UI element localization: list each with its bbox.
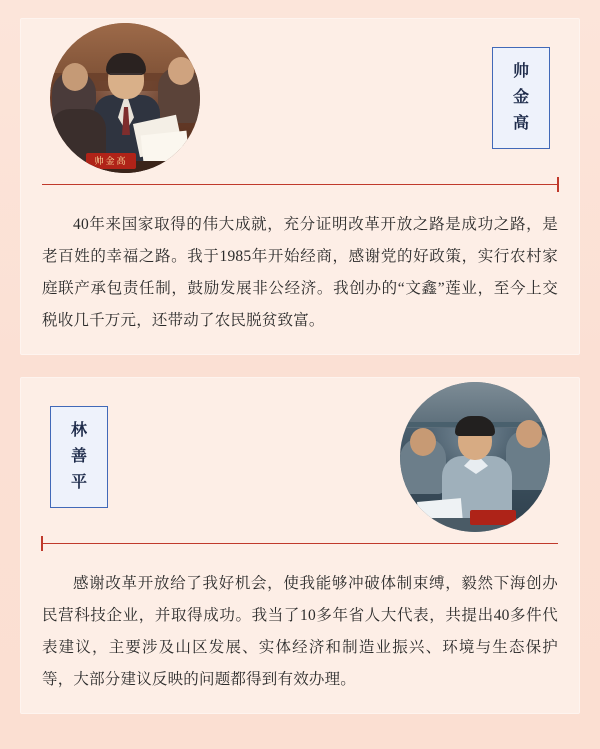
- photo-nameplate-text: 帅金高: [94, 156, 128, 166]
- photo-nameplate: [470, 510, 516, 525]
- meeting-photo-shuai-jingao: [50, 23, 200, 173]
- quote-body: [20, 544, 580, 714]
- profile-card: [20, 377, 580, 714]
- name-box-shuai-jingao: [492, 47, 550, 149]
- profile-header-row: [20, 18, 580, 178]
- divider-rule: [42, 543, 558, 544]
- profile-card: [20, 18, 580, 355]
- name-box-lin-shanping: [50, 406, 108, 508]
- quote-body: [20, 185, 580, 355]
- name-char: 高: [512, 115, 529, 132]
- photo-nameplate: [86, 153, 136, 169]
- name-char: 平: [70, 474, 87, 491]
- name-char: 金: [512, 89, 529, 106]
- quote-paragraph: 感谢改革开放给了我好机会，使我能够冲破体制束缚，毅然下海创办民营科技企业，并取得成功。我当了10多年省人大代表，共提出40多件代表建议，主要涉及山区发展、实体经济和制造业振兴、环境与生态保护等，大部分建议反映的问题都得到有效办理。: [42, 575, 558, 688]
- name-char: 善: [70, 448, 87, 465]
- name-char: 林: [70, 422, 87, 439]
- divider-rule: [42, 184, 558, 185]
- name-char: 帅: [512, 63, 529, 80]
- profile-header-row: [20, 377, 580, 537]
- meeting-photo-lin-shanping: [400, 382, 550, 532]
- quote-paragraph: 40年来国家取得的伟大成就，充分证明改革开放之路是成功之路，是老百姓的幸福之路。我于1985年开始经商，感谢党的好政策，实行农村家庭联产承包责任制，鼓励发展非公经济。我创办的“文鑫”莲业，至今上交税收几千万元，还带动了农民脱贫致富。: [42, 216, 558, 329]
